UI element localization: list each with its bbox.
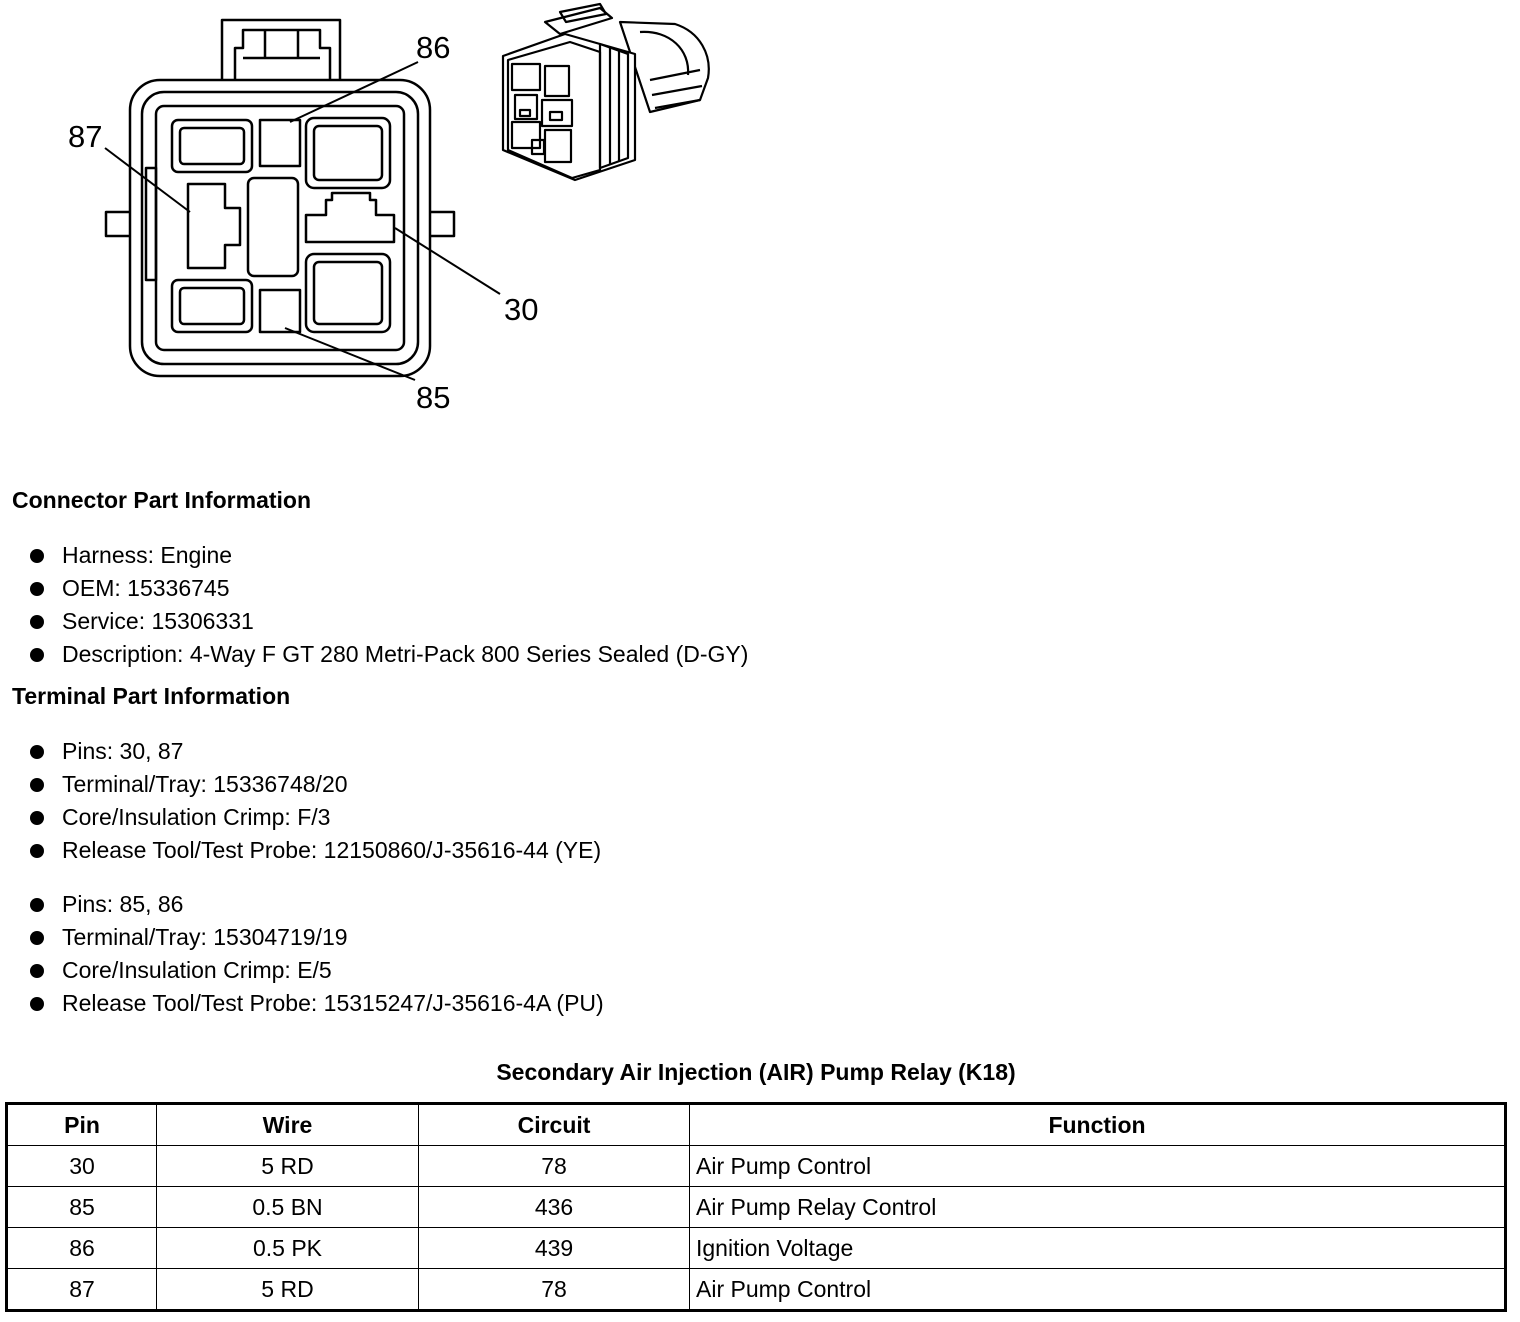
side-tab-left — [106, 212, 132, 236]
list-item — [28, 987, 604, 1020]
connector-latch — [222, 20, 340, 85]
cell-wire: 5 RD — [157, 1146, 419, 1187]
list-item — [28, 801, 601, 834]
connector-diagram — [0, 0, 760, 430]
cell-wire: 0.5 BN — [157, 1187, 419, 1228]
list-item-text: Service: 15306331 — [62, 608, 254, 634]
connector-iso-illustration — [503, 4, 709, 180]
bullet-icon — [30, 582, 44, 596]
cell-pin: 30 — [7, 1146, 157, 1187]
pinout-table — [5, 1102, 1507, 1312]
cell-circuit: 436 — [419, 1187, 690, 1228]
list-item — [28, 735, 601, 768]
list-item-text: Terminal/Tray: 15336748/20 — [62, 771, 348, 797]
list-item — [28, 638, 748, 671]
list-item — [28, 605, 748, 638]
bullet-icon — [30, 844, 44, 858]
bullet-icon — [30, 745, 44, 759]
list-item-text: Release Tool/Test Probe: 12150860/J-35616-44 (YE) — [62, 837, 602, 863]
cell-wire: 0.5 PK — [157, 1228, 419, 1269]
pin-label-85: 85 — [416, 380, 451, 415]
side-tab-right — [428, 212, 454, 236]
column-header-wire: Wire — [157, 1104, 419, 1146]
table-row — [7, 1269, 1506, 1311]
cell-pin: 85 — [7, 1187, 157, 1228]
list-item-text: Harness: Engine — [62, 542, 233, 568]
list-item — [28, 572, 748, 605]
cell-pin: 86 — [7, 1228, 157, 1269]
bullet-icon — [30, 931, 44, 945]
table-row — [7, 1228, 1506, 1269]
list-item-text: OEM: 15336745 — [62, 575, 230, 601]
table-header-row — [7, 1104, 1506, 1146]
column-header-function: Function — [690, 1104, 1506, 1146]
table-title: Secondary Air Injection (AIR) Pump Relay (K18) — [496, 1059, 1016, 1085]
list-item — [28, 954, 604, 987]
list-item-text: Terminal/Tray: 15304719/19 — [62, 924, 348, 950]
terminal-info-list-1 — [28, 735, 601, 867]
bullet-icon — [30, 549, 44, 563]
list-item — [28, 888, 604, 921]
bullet-icon — [30, 778, 44, 792]
list-item — [28, 834, 601, 867]
list-item-text: Core/Insulation Crimp: E/5 — [62, 957, 332, 983]
cell-pin: 87 — [7, 1269, 157, 1311]
list-item-text: Core/Insulation Crimp: F/3 — [62, 804, 331, 830]
cell-function: Air Pump Control — [690, 1269, 1506, 1311]
pin-label-86: 86 — [416, 30, 451, 65]
table-row — [7, 1187, 1506, 1228]
terminal-info-heading: Terminal Part Information — [12, 683, 291, 709]
bullet-icon — [30, 898, 44, 912]
bullet-icon — [30, 648, 44, 662]
pin-label-87: 87 — [68, 119, 103, 154]
bullet-icon — [30, 811, 44, 825]
list-item — [28, 539, 748, 572]
list-item — [28, 768, 601, 801]
table-row — [7, 1146, 1506, 1187]
cell-circuit: 78 — [419, 1146, 690, 1187]
cell-function: Air Pump Relay Control — [690, 1187, 1506, 1228]
list-item-text: Pins: 30, 87 — [62, 738, 184, 764]
bullet-icon — [30, 615, 44, 629]
connector-info-heading: Connector Part Information — [12, 487, 312, 513]
list-item-text: Pins: 85, 86 — [62, 891, 184, 917]
list-item-text: Release Tool/Test Probe: 15315247/J-35616-4A (PU) — [62, 990, 604, 1016]
bullet-icon — [30, 997, 44, 1011]
cell-function: Air Pump Control — [690, 1146, 1506, 1187]
cell-function: Ignition Voltage — [690, 1228, 1506, 1269]
column-header-pin: Pin — [7, 1104, 157, 1146]
connector-info-list — [28, 539, 748, 671]
cell-circuit: 78 — [419, 1269, 690, 1311]
terminal-info-list-2 — [28, 888, 604, 1020]
column-header-circuit: Circuit — [419, 1104, 690, 1146]
list-item-text: Description: 4-Way F GT 280 Metri-Pack 800 Series Sealed (D-GY) — [62, 641, 749, 667]
pin-label-30: 30 — [504, 292, 539, 327]
cell-circuit: 439 — [419, 1228, 690, 1269]
bullet-icon — [30, 964, 44, 978]
list-item — [28, 921, 604, 954]
cell-wire: 5 RD — [157, 1269, 419, 1311]
